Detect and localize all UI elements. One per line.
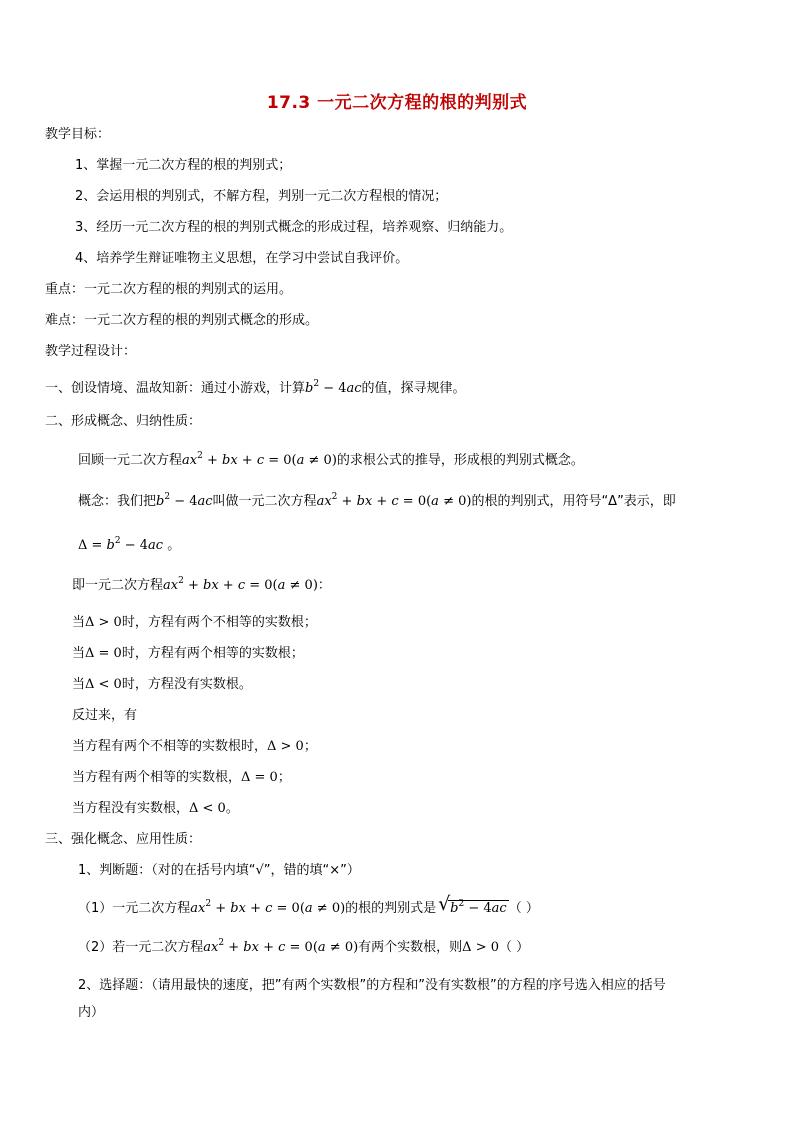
judge-question-2: （2）若一元二次方程$ax^2$ + bx + c = 0(a ≠ 0)有两个实数根，则Δ > 0（ ）	[78, 938, 530, 955]
formula-b2-4ac: $b^2 - 4ac$	[156, 492, 213, 509]
page-title: 17.3 一元二次方程的根的判别式	[266, 93, 528, 113]
conversely: 反过来，有	[72, 708, 138, 723]
converse-line: 当方程有两个不相等的实数根时，Δ > 0；	[72, 739, 317, 754]
for-equation: 即一元二次方程$ax^2$ + bx + c = 0(a ≠ 0)：	[72, 576, 331, 593]
section-1: 一、创设情境、温故知新：通过小游戏，计算$b^2 - 4ac$的值，探寻规律。	[45, 379, 466, 396]
quadratic-equation: $ax^2$ + bx + c = 0(a ≠ 0)	[182, 451, 337, 468]
judge-heading: 1、判断题：（对的在括号内填“√”，错的填“×”）	[78, 863, 360, 878]
case-line: 当Δ = 0时，方程有两个相等的实数根；	[72, 646, 304, 661]
goals-heading: 教学目标：	[45, 127, 111, 142]
choice-heading: 2、选择题：（请用最快的速度，把”有两个实数根”的方程和”没有实数根”的方程的序号选入相应的括号	[78, 978, 666, 993]
delta-definition: $\Delta = b^2 - 4ac$ 。	[78, 536, 181, 553]
choice-heading-cont: 内）	[78, 1005, 105, 1020]
goal-item: 2、会运用根的判别式，不解方程，判别一元二次方程根的情况；	[75, 189, 448, 204]
judge-question-1: （1）一元二次方程$ax^2$ + bx + c = 0(a ≠ 0)的根的判别式是 √ $b^2 - 4ac$ （ ）	[78, 893, 539, 916]
review-line: 回顾一元二次方程$ax^2$ + bx + c = 0(a ≠ 0)的求根公式的推导，形成根的判别式概念。	[78, 451, 584, 468]
section-3-heading: 三、强化概念、应用性质：	[45, 832, 202, 847]
goal-item: 4、培养学生辩证唯物主义思想，在学习中尝试自我评价。	[75, 251, 409, 266]
concept-line: 概念：我们把$b^2 - 4ac$叫做一元二次方程$ax^2$ + bx + c = 0(a ≠ 0)的根的判别式，用符号“Δ”表示，即	[78, 492, 676, 509]
case-line: 当Δ < 0时，方程没有实数根。	[72, 677, 252, 692]
goal-item: 1、掌握一元二次方程的根的判别式；	[75, 158, 292, 173]
case-line: 当Δ > 0时，方程有两个不相等的实数根；	[72, 615, 317, 630]
converse-line: 当方程没有实数根，Δ < 0。	[72, 801, 239, 816]
key-point: 重点：一元二次方程的根的判别式的运用。	[45, 282, 293, 297]
goal-item: 3、经历一元二次方程的根的判别式概念的形成过程，培养观察、归纳能力。	[75, 220, 513, 235]
quadratic-equation: $ax^2$ + bx + c = 0(a ≠ 0)	[163, 576, 318, 593]
sqrt-b2-4ac: √ $b^2 - 4ac$	[438, 893, 507, 916]
process-heading: 教学过程设计：	[45, 344, 137, 359]
difficulty: 难点：一元二次方程的根的判别式概念的形成。	[45, 313, 319, 328]
converse-line: 当方程有两个相等的实数根，Δ = 0；	[72, 770, 291, 785]
formula-b2-4ac: $b^2 - 4ac$	[305, 379, 362, 396]
quadratic-equation: $ax^2$ + bx + c = 0(a ≠ 0)	[316, 492, 472, 509]
section-2-heading: 二、形成概念、归纳性质：	[45, 414, 202, 429]
quadratic-equation: $ax^2$ + bx + c = 0(a ≠ 0)	[203, 938, 359, 955]
quadratic-equation: $ax^2$ + bx + c = 0(a ≠ 0)	[190, 899, 346, 916]
